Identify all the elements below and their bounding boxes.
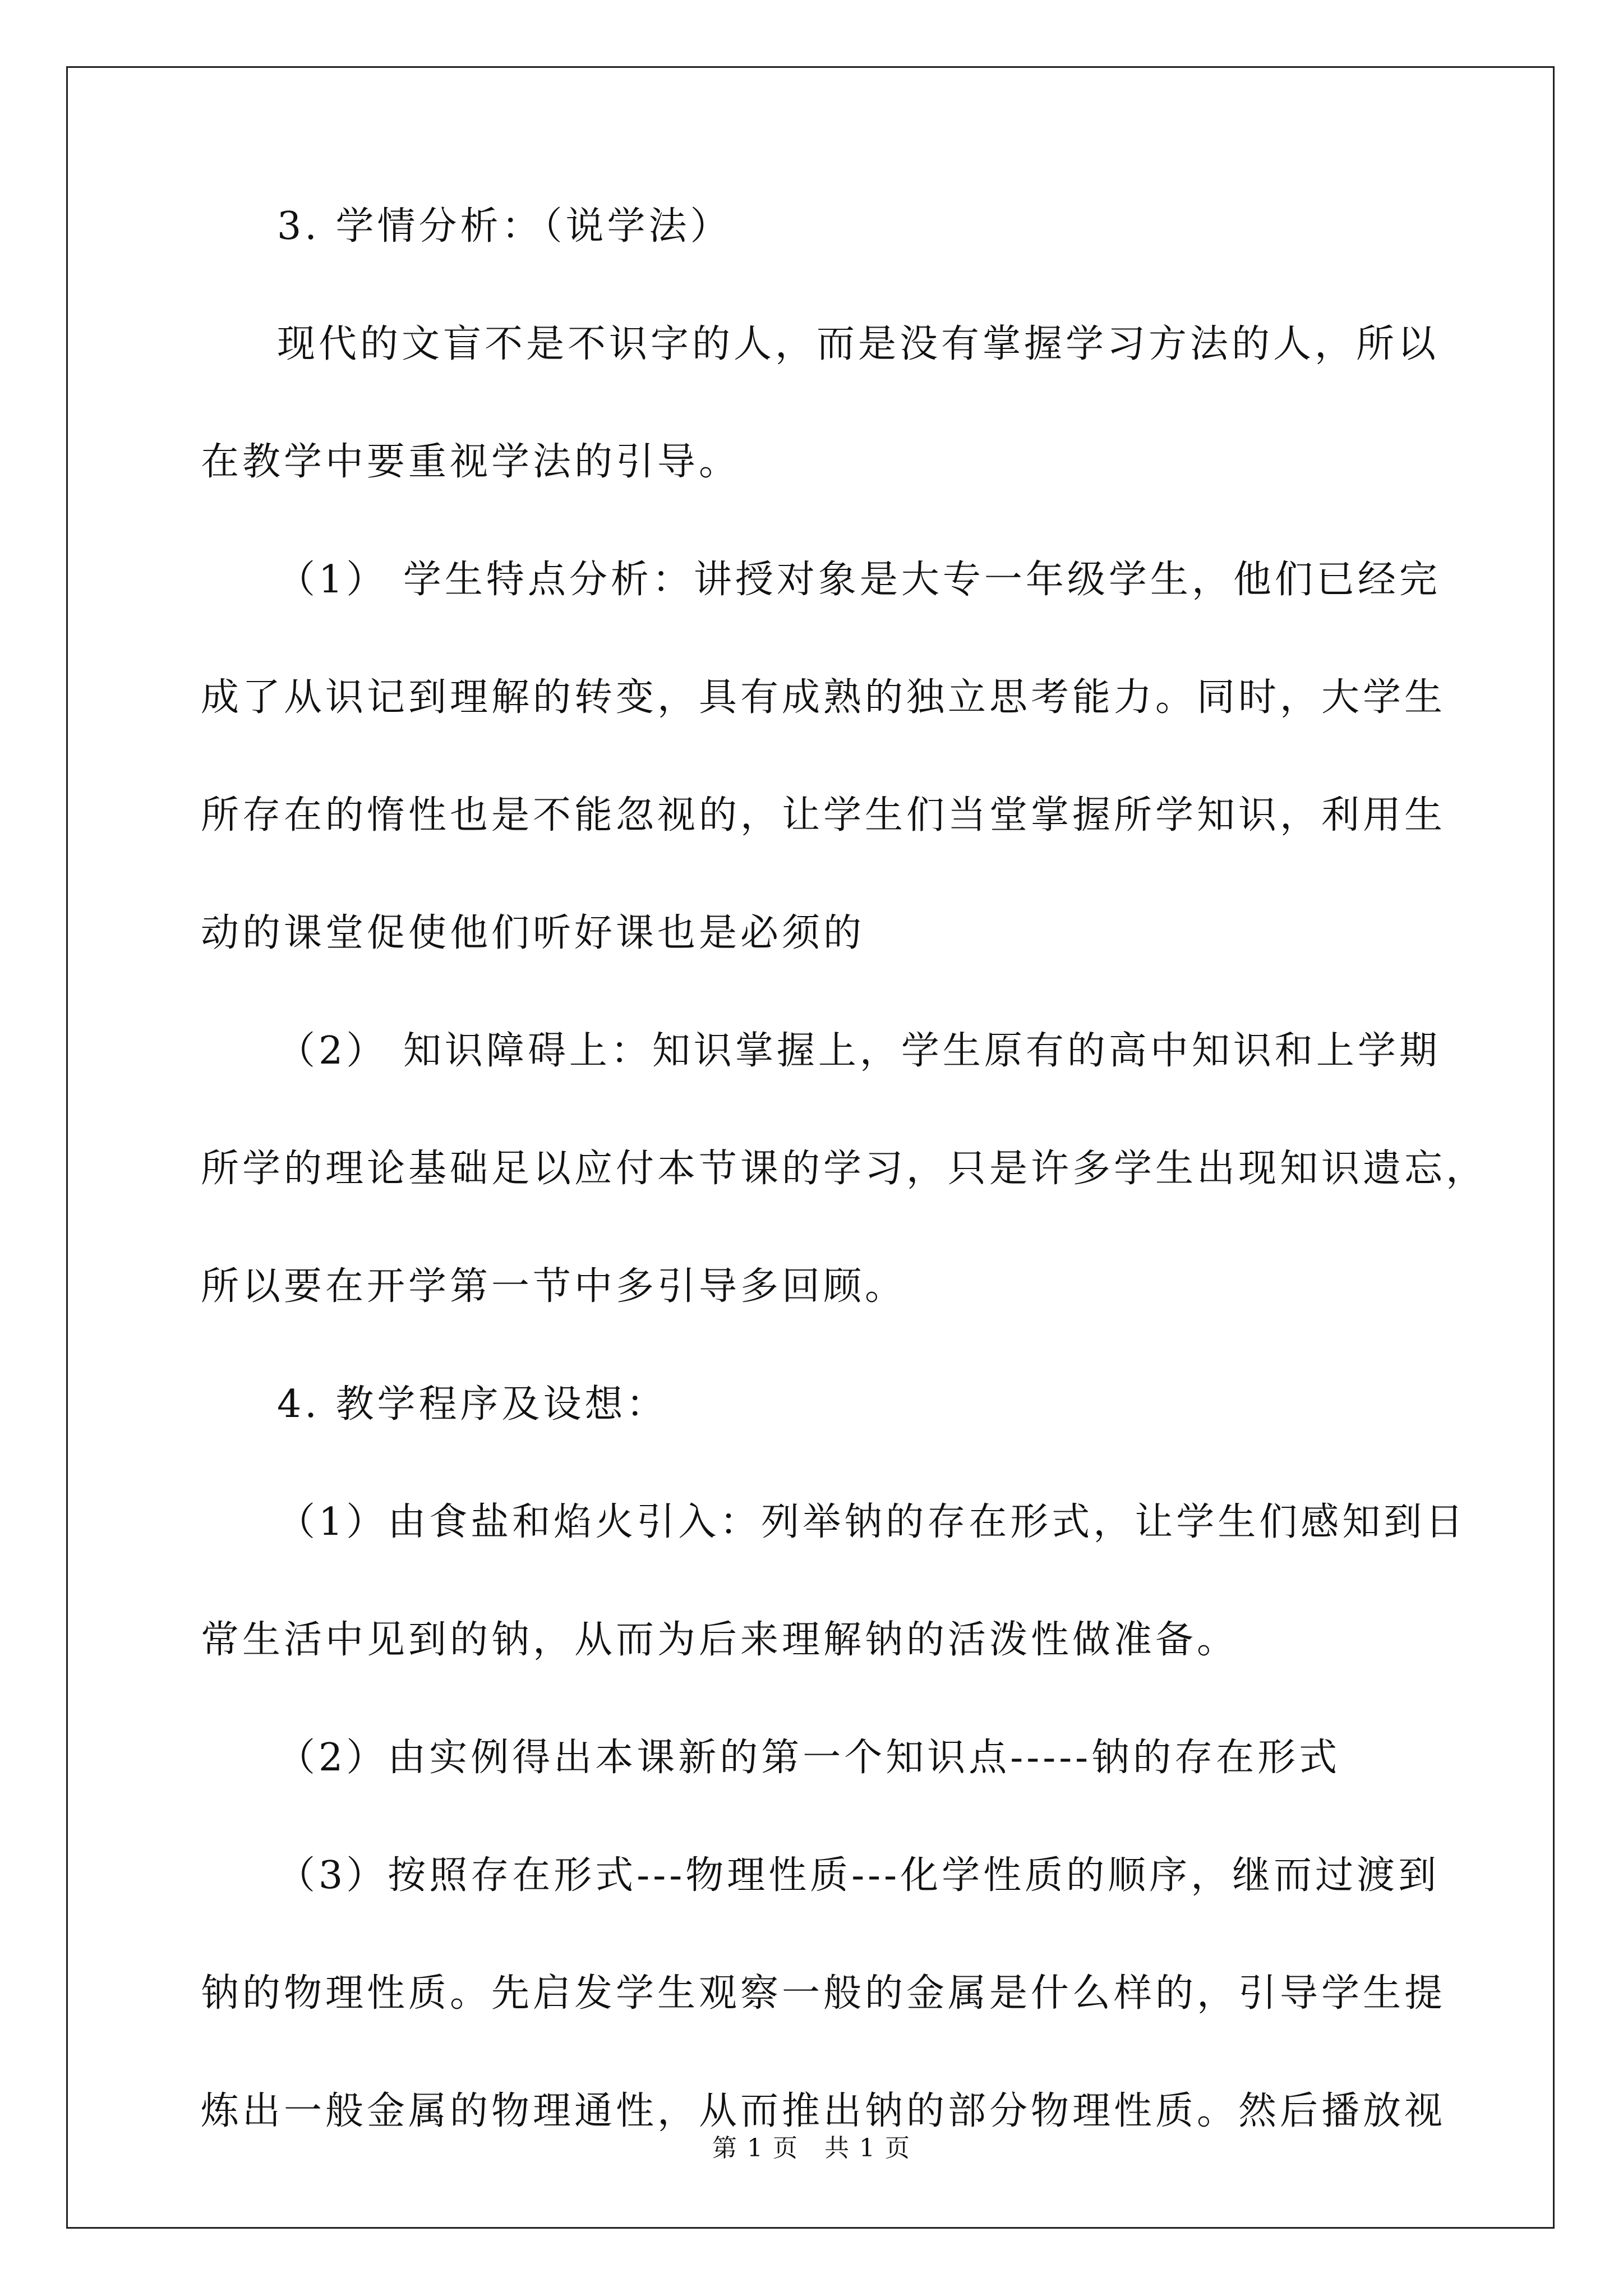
text-line: （1） 学生特点分析：讲授对象是大专一年级学生，他们已经完 (277, 558, 1441, 602)
text-line: 所存在的惰性也是不能忽视的，让学生们当堂掌握所学知识，利用生 (201, 793, 1446, 838)
text-line: 常生活中见到的钠，从而为后来理解钠的活泼性做准备。 (201, 1618, 1239, 1662)
text-line: 现代的文盲不是不识字的人，而是没有掌握学习方法的人，所以 (277, 322, 1440, 366)
text-line: 在教学中要重视学法的引导。 (201, 440, 741, 484)
text-line: 钠的物理性质。先启发学生观察一般的金属是什么样的，引导学生提 (201, 1971, 1446, 2016)
text-line: 动的课堂促使他们听好课也是必须的 (201, 911, 865, 955)
page-number-footer: 第 1 页 共 1 页 (712, 2134, 911, 2162)
text-line: 3. 学情分析：（说学法） (277, 204, 732, 249)
text-line: （3）按照存在形式---物理性质---化学性质的顺序，继而过渡到 (277, 1853, 1440, 1898)
text-line: 成了从识记到理解的转变，具有成熟的独立思考能力。同时，大学生 (201, 675, 1446, 720)
text-line: 所以要在开学第一节中多引导多回顾。 (201, 1264, 907, 1309)
text-line: 4. 教学程序及设想： (277, 1382, 668, 1427)
text-line: （1）由食盐和焰火引入：列举钠的存在形式，让学生们感知到日 (277, 1500, 1467, 1544)
text-line: 炼出一般金属的物理通性，从而推出钠的部分物理性质。然后播放视 (201, 2089, 1446, 2133)
document-body (201, 204, 1488, 2210)
text-line: 所学的理论基础足以应付本节课的学习，只是许多学生出现知识遗忘， (201, 1147, 1488, 1191)
text-line: （2） 知识障碍上：知识掌握上，学生原有的高中知识和上学期 (277, 1029, 1441, 1073)
text-line: （2）由实例得出本课新的第一个知识点-----钠的存在形式 (277, 1736, 1341, 1780)
